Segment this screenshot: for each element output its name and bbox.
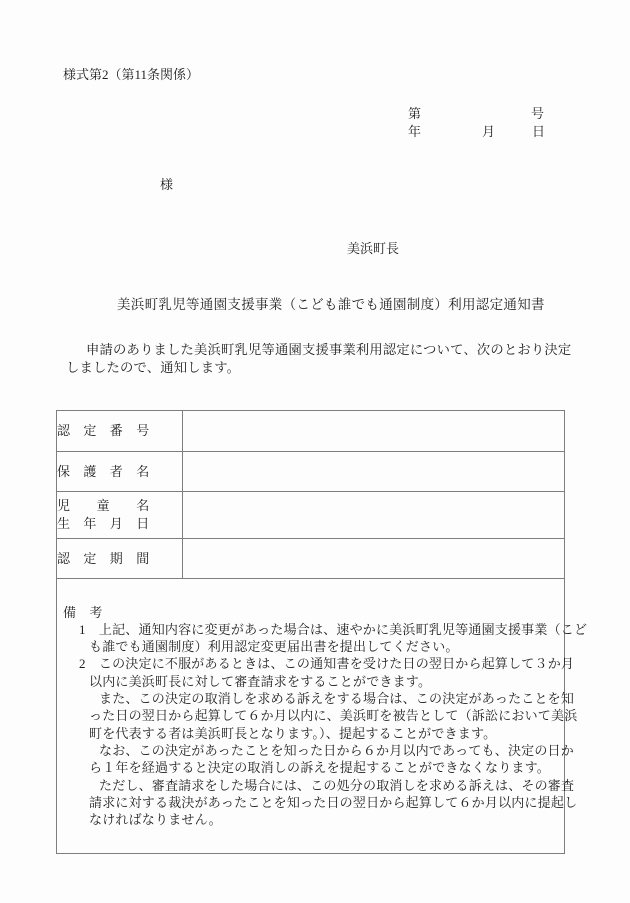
label-child-name-birthdate (57, 492, 183, 539)
date-day-label: 日 (532, 124, 546, 139)
form-number-label: 様式第2（第11条関係） (63, 67, 200, 82)
label-text: 保 護 者 名 (57, 463, 150, 479)
issuer-title: 美浜町長 (347, 241, 400, 256)
label-certification-period (57, 539, 183, 579)
remarks-line: 請求に対する裁決があったことを知った日の翌日から起算して６か月以内に提起し (89, 794, 578, 810)
label-text: 生 年 月 日 (57, 516, 150, 531)
remarks-line: ただし、審査請求をした場合には、この処分の取消しを求める訴えは、その審査 (99, 777, 575, 793)
remarks-line: また、この決定の取消しを求める訴えをする場合は、この決定があったことを知 (99, 691, 575, 707)
table-row (57, 411, 565, 452)
remarks-line: った日の翌日から起算して６か月以内に、美浜町を被告として（訴訟において美浜 (89, 708, 578, 724)
table-row (57, 492, 565, 539)
table-row-remarks (57, 579, 565, 854)
remarks-line: 1 上記、通知内容に変更があった場合は、速やかに美浜町乳児等通園支援事業（こど (79, 621, 588, 637)
value-child-name-birthdate (183, 492, 565, 539)
remarks-line: 以内に美浜町長に対して審査請求をすることができます。 (89, 673, 432, 689)
body-line: しましたので、通知します。 (66, 360, 241, 375)
remarks-line: も誰でも通園制度）利用認定変更届出書を提出してください。 (89, 639, 459, 655)
remarks-heading: 備 考 (63, 604, 103, 620)
doc-number-suffix: 号 (531, 106, 545, 121)
remarks-cell (57, 579, 588, 854)
document-title: 美浜町乳児等通園支援事業（こども誰でも通園制度）利用認定通知書 (117, 297, 545, 312)
remarks-line: 2 この決定に不服があるときは、この通知書を受けた日の翌日から起算して３か月 (79, 656, 575, 672)
recipient-honorific: 様 (160, 177, 174, 192)
remarks-line: 町を代表する者は美浜町長となります。）、提起することができます。 (89, 725, 497, 741)
table-row (57, 539, 565, 579)
remarks-line: なければなりません。 (89, 812, 222, 828)
remarks-line: ら１年を経過すると決定の取消しの訴えを提起することができなくなります。 (89, 760, 550, 776)
label-text: 認 定 期 間 (57, 550, 150, 566)
value-certification-period (183, 539, 565, 579)
label-certification-number (57, 411, 183, 452)
label-guardian-name (57, 452, 183, 492)
authorization-table (56, 410, 588, 854)
label-text: 児 童 名 (57, 498, 150, 513)
body-line: 申請のありました美浜町乳児等通園支援事業利用認定について、次のとおり決定 (86, 342, 572, 357)
date-month-label: 月 (482, 124, 496, 139)
label-text: 認 定 番 号 (57, 423, 150, 438)
date-year-label: 年 (408, 124, 422, 139)
value-certification-number (183, 411, 565, 452)
body-paragraph (66, 341, 586, 377)
doc-number-prefix: 第 (408, 106, 422, 121)
remarks-line: なお、この決定があったことを知った日から６か月以内であっても、決定の日か (99, 742, 574, 758)
table-row (57, 452, 565, 492)
value-guardian-name (183, 452, 565, 492)
